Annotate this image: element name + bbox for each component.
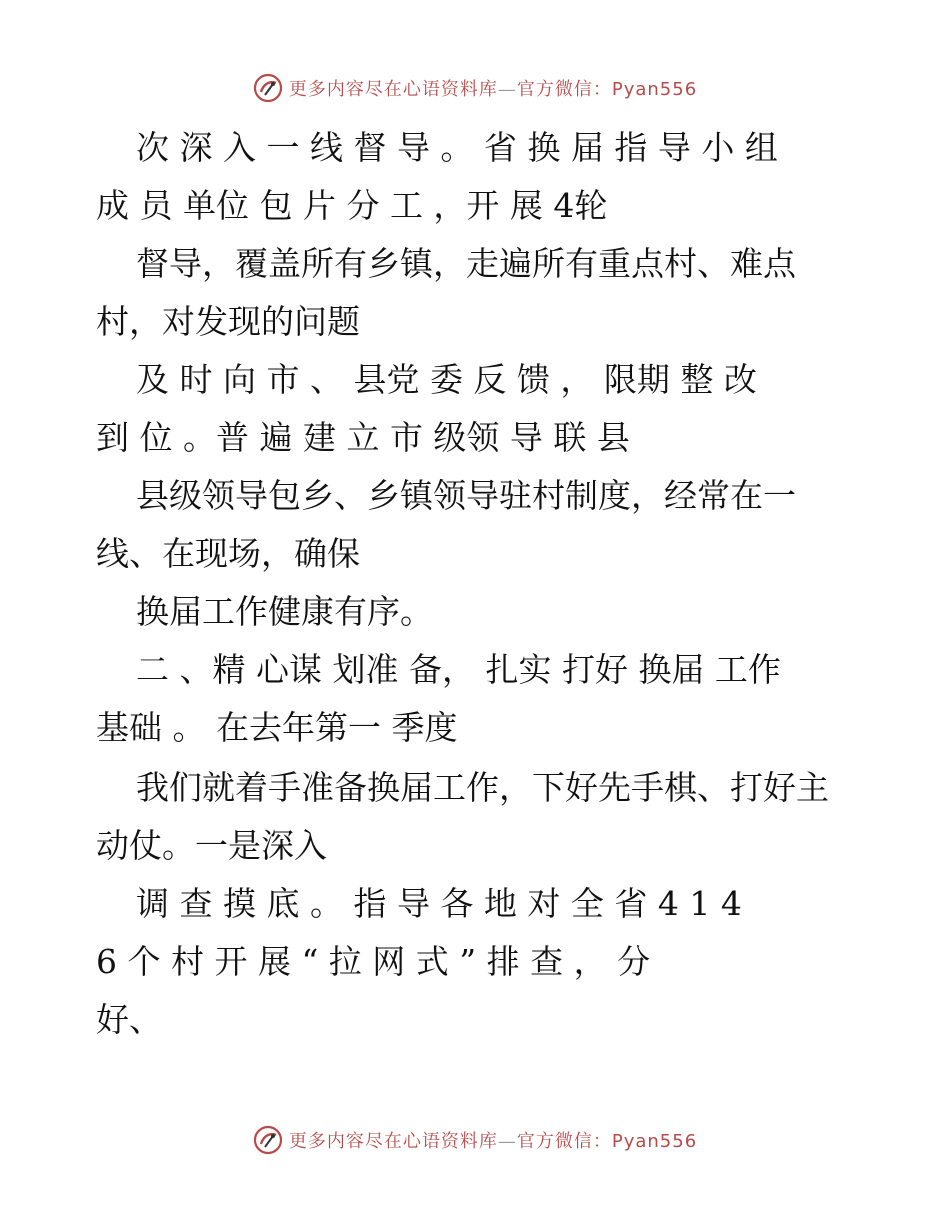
watermark-text — [289, 1127, 697, 1153]
text-line: 成 员 单位 包 片 分 工 ，开 展 4轮 — [96, 186, 608, 225]
text-line: 换届工作健康有序。 — [136, 592, 433, 631]
watermark-logo-icon — [253, 1125, 283, 1155]
text-line: 好、 — [96, 1000, 162, 1039]
watermark-separator: — — [497, 79, 517, 100]
watermark-handle: Pyan556 — [611, 79, 698, 100]
text-line: 调 查 摸 底 。 指 导 各 地 对 全 省 4 1 4 — [136, 884, 742, 923]
watermark-cn: 更多内容尽在心语资料库 — [288, 1131, 498, 1152]
watermark-text — [289, 75, 697, 101]
text-line: 到 位 。普 遍 建 立 市 级领 导 联 县 — [96, 418, 630, 457]
text-line: 督导，覆盖所有乡镇，走遍所有重点村、难点 — [136, 244, 796, 283]
text-line: 6 个 村 开 展 “ 拉 网 式 ” 排 查 ， 分 — [96, 942, 651, 981]
watermark-official: 官方微信： — [516, 1131, 612, 1152]
text-line: 村，对发现的问题 — [96, 302, 360, 341]
watermark-handle: Pyan556 — [611, 1131, 698, 1152]
text-line: 动仗。一是深入 — [96, 826, 327, 865]
watermark-separator: — — [497, 1131, 517, 1152]
text-line: 我们就着手准备换届工作，下好先手棋、打好主 — [136, 768, 829, 807]
footer-watermark — [0, 1120, 950, 1160]
text-line: 县级领导包乡、乡镇领导驻村制度，经常在一 — [136, 476, 796, 515]
text-line: 基础 。 在去年第一 季度 — [96, 708, 458, 747]
text-line: 二 、精 心谋 划准 备， 扎实 打好 换届 工作 — [136, 650, 781, 689]
header-watermark — [0, 68, 950, 108]
watermark-official: 官方微信： — [516, 79, 612, 100]
text-line: 及 时 向 市 、 县党 委 反 馈 ， 限期 整 改 — [136, 360, 757, 399]
text-line: 次 深 入 一 线 督 导 。 省 换 届 指 导 小 组 — [136, 128, 778, 167]
watermark-logo-icon — [253, 73, 283, 103]
text-line: 线、在现场，确保 — [96, 534, 360, 573]
watermark-cn: 更多内容尽在心语资料库 — [288, 79, 498, 100]
